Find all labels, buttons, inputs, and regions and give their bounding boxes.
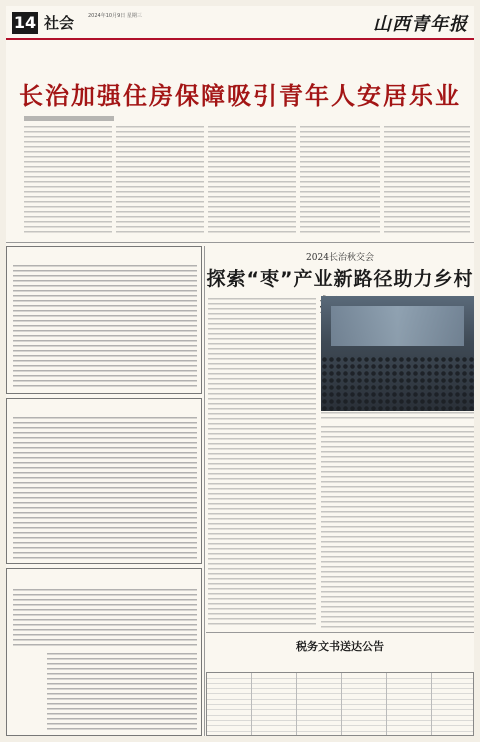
divider-2 — [206, 632, 474, 633]
photo-caption — [321, 412, 474, 422]
main-headline: 长治加强住房保障吸引青年人安居乐业 — [19, 82, 461, 110]
secondary-col-1 — [208, 298, 316, 628]
masthead — [6, 6, 474, 40]
divider — [6, 242, 474, 243]
column-rule — [204, 246, 205, 736]
tax-notice-title: 税务文书送达公告 — [296, 640, 384, 653]
main-article-col-4 — [300, 126, 380, 236]
main-article-col-1 — [24, 126, 112, 236]
page-number: 14 — [13, 13, 37, 32]
secondary-col-2 — [321, 426, 474, 628]
main-article-col-2 — [116, 126, 204, 236]
notice-box-2 — [6, 398, 202, 564]
newspaper-page — [6, 6, 474, 736]
notice-box-3 — [6, 568, 202, 736]
main-article-col-5 — [384, 126, 470, 236]
main-byline — [24, 116, 114, 121]
masthead-info: 2024年10月9日 星期三 — [88, 13, 142, 19]
tax-notice-table — [206, 672, 474, 736]
main-article-col-3 — [208, 126, 296, 236]
section-name: 社会 — [44, 14, 75, 32]
notice-box-1 — [6, 246, 202, 394]
newspaper-logo: 山西青年报 — [373, 14, 468, 35]
secondary-kicker: 2024长治秋交会 — [306, 253, 374, 263]
secondary-headline: 探索“枣”产业新路径助力乡村 — [206, 268, 474, 290]
event-photo — [321, 296, 474, 411]
